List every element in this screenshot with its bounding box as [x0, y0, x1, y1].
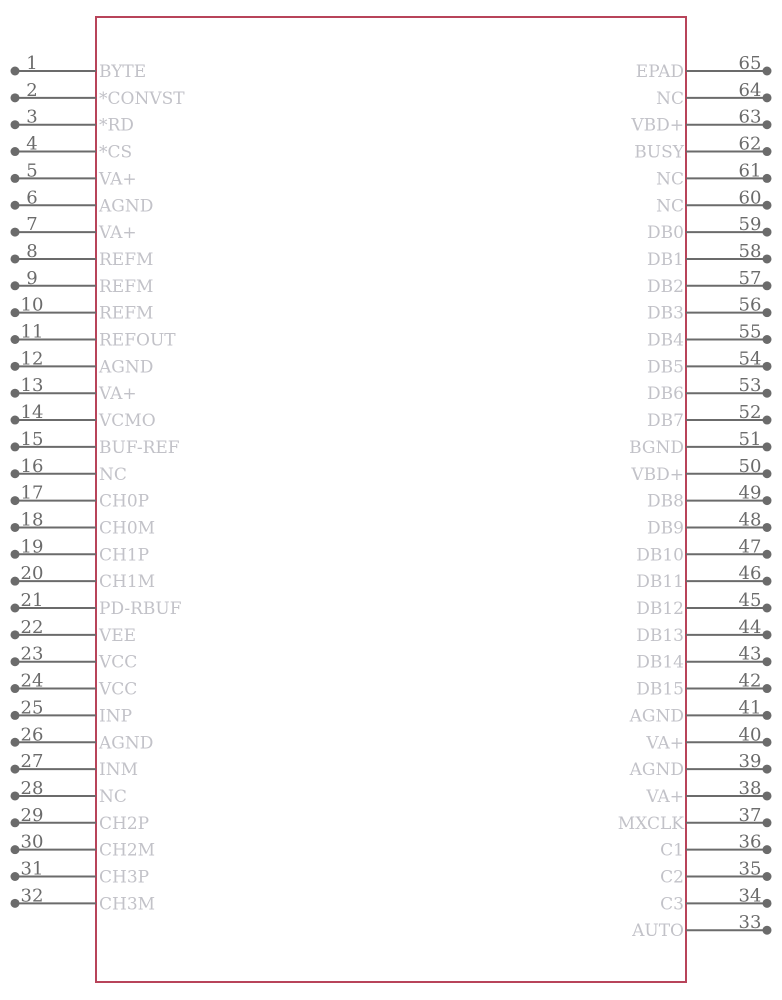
- pin-50: [630, 456, 771, 485]
- pin-36: [660, 832, 771, 861]
- pin-end-dot: [11, 523, 20, 532]
- pin-number: 16: [20, 455, 44, 477]
- pin-number: 26: [20, 724, 44, 746]
- pin-name: *CONVST: [99, 88, 185, 109]
- pin-end-dot: [11, 416, 20, 425]
- pin-end-dot: [11, 550, 20, 559]
- pin-end-dot: [763, 657, 772, 666]
- pin-end-dot: [11, 201, 20, 210]
- pin-name: DB7: [647, 411, 684, 432]
- pin-43: [636, 644, 771, 673]
- pin-name: CH3M: [99, 894, 156, 915]
- pin-name: REFM: [99, 303, 154, 324]
- pin-name: DB0: [647, 223, 684, 244]
- pin-40: [645, 724, 771, 753]
- pin-end-dot: [11, 630, 20, 639]
- pin-52: [647, 402, 771, 431]
- pin-end-dot: [763, 523, 772, 532]
- pin-end-dot: [763, 120, 772, 129]
- pin-number: 36: [738, 831, 762, 853]
- pin-9: [11, 268, 154, 297]
- right-pin-group: [618, 53, 772, 941]
- pin-name: DB3: [647, 303, 684, 324]
- pin-name: REFM: [99, 249, 154, 270]
- pin-end-dot: [763, 791, 772, 800]
- pin-number: 58: [738, 240, 762, 262]
- pin-name: DB4: [647, 330, 684, 351]
- pin-61: [656, 160, 771, 189]
- pin-number: 19: [20, 536, 44, 558]
- pin-number: 7: [26, 214, 38, 236]
- pin-end-dot: [11, 442, 20, 451]
- pin-end-dot: [763, 228, 772, 237]
- pin-7: [11, 214, 137, 243]
- pin-name: VCC: [99, 679, 138, 700]
- pin-end-dot: [763, 711, 772, 720]
- pin-number: 28: [20, 777, 44, 799]
- pin-14: [11, 402, 156, 431]
- pin-24: [11, 671, 138, 700]
- pin-number: 12: [20, 348, 44, 370]
- pin-number: 29: [20, 804, 44, 826]
- pin-end-dot: [11, 67, 20, 76]
- pin-number: 31: [20, 858, 44, 880]
- pin-6: [11, 187, 154, 216]
- pin-name: REFM: [99, 276, 154, 297]
- pin-number: 64: [738, 79, 762, 101]
- pin-name: AGND: [629, 706, 684, 727]
- pin-end-dot: [763, 147, 772, 156]
- pin-end-dot: [11, 791, 20, 800]
- pin-12: [11, 348, 154, 377]
- pin-31: [11, 859, 150, 888]
- pin-end-dot: [11, 174, 20, 183]
- pin-49: [647, 483, 771, 512]
- pin-end-dot: [11, 228, 20, 237]
- pin-end-dot: [11, 738, 20, 747]
- pin-name: VBD+: [631, 464, 684, 485]
- pin-number: 22: [20, 616, 44, 638]
- pin-number: 46: [738, 563, 762, 585]
- pin-name: *CS: [99, 142, 133, 163]
- pin-end-dot: [11, 335, 20, 344]
- pin-name: VCMO: [99, 411, 156, 432]
- pin-name: REFOUT: [99, 330, 176, 351]
- pin-number: 49: [738, 482, 762, 504]
- pin-number: 24: [20, 670, 44, 692]
- pin-name: AUTO: [632, 921, 684, 942]
- pin-end-dot: [11, 469, 20, 478]
- pin-4: [11, 134, 133, 163]
- pin-end-dot: [763, 67, 772, 76]
- pin-name: NC: [99, 464, 127, 485]
- pin-name: DB9: [647, 518, 684, 539]
- pin-end-dot: [11, 281, 20, 290]
- pin-name: DB12: [636, 599, 684, 619]
- pin-name: DB1: [647, 249, 684, 270]
- pin-number: 56: [738, 294, 762, 316]
- pin-46: [636, 563, 771, 592]
- pin-name: VA+: [646, 786, 684, 807]
- pin-number: 35: [738, 858, 762, 880]
- pin-name: INM: [99, 760, 138, 781]
- pin-number: 21: [20, 590, 44, 611]
- pin-58: [647, 241, 771, 270]
- pin-number: 60: [738, 187, 762, 209]
- pin-number: 41: [738, 697, 762, 719]
- pin-name: VA+: [99, 223, 137, 244]
- pin-name: NC: [656, 88, 684, 109]
- pin-name: CH3P: [99, 867, 150, 888]
- pin-42: [636, 671, 771, 700]
- pin-number: 32: [20, 885, 44, 907]
- pin-end-dot: [763, 281, 772, 290]
- pin-end-dot: [763, 684, 772, 693]
- pin-number: 20: [20, 563, 44, 585]
- pin-34: [660, 885, 771, 914]
- pin-name: VEE: [99, 625, 137, 646]
- pin-38: [645, 778, 771, 807]
- pin-name: DB15: [636, 679, 684, 700]
- pin-17: [11, 483, 150, 512]
- pin-number: 42: [738, 670, 762, 692]
- pin-number: 17: [20, 482, 44, 504]
- pin-5: [11, 160, 137, 189]
- pin-name: NC: [99, 786, 127, 807]
- pin-16: [11, 456, 127, 485]
- pin-number: 57: [738, 267, 762, 289]
- pin-60: [656, 187, 771, 216]
- ic-body-outline: [96, 17, 686, 982]
- pin-25: [11, 697, 133, 726]
- pin-name: AGND: [99, 196, 154, 217]
- pin-name: AGND: [629, 760, 684, 781]
- pin-number: 51: [738, 428, 762, 450]
- pin-end-dot: [11, 711, 20, 720]
- pin-name: DB10: [636, 545, 684, 566]
- pin-end-dot: [763, 174, 772, 183]
- pin-number: 55: [738, 321, 762, 343]
- pin-name: DB13: [636, 625, 684, 646]
- pin-end-dot: [763, 604, 772, 613]
- pin-end-dot: [11, 604, 20, 613]
- pin-37: [618, 805, 772, 834]
- pin-51: [629, 429, 771, 458]
- pin-45: [636, 590, 771, 619]
- pin-number: 38: [738, 777, 762, 799]
- pin-number: 34: [738, 885, 762, 907]
- pin-19: [11, 536, 150, 565]
- pin-number: 23: [20, 643, 44, 665]
- pin-number: 39: [738, 751, 762, 773]
- pin-name: CH1P: [99, 545, 150, 566]
- pin-name: VA+: [646, 733, 684, 754]
- pin-30: [11, 832, 156, 861]
- pin-name: VA+: [99, 169, 137, 190]
- pin-name: INP: [99, 706, 133, 727]
- pin-number: 2: [26, 79, 38, 101]
- pin-33: [631, 912, 771, 941]
- pin-name: AGND: [99, 357, 154, 378]
- pin-end-dot: [763, 201, 772, 210]
- pin-number: 13: [20, 375, 44, 397]
- pin-number: 33: [738, 912, 762, 934]
- pin-name: NC: [656, 169, 684, 190]
- pin-name: VBD+: [631, 115, 684, 136]
- pin-47: [636, 536, 771, 565]
- pin-end-dot: [763, 442, 772, 451]
- pin-1: [11, 53, 147, 82]
- pin-number: 11: [20, 321, 44, 343]
- pin-number: 4: [26, 133, 38, 155]
- pin-number: 61: [738, 160, 762, 182]
- pin-39: [629, 751, 772, 780]
- pin-end-dot: [763, 550, 772, 559]
- pin-number: 48: [738, 509, 762, 531]
- pin-name: VA+: [99, 384, 137, 405]
- pin-name: BYTE: [99, 62, 147, 82]
- pin-number: 43: [738, 643, 762, 665]
- pin-28: [11, 778, 127, 807]
- pin-end-dot: [11, 765, 20, 774]
- pin-number: 54: [738, 348, 762, 370]
- pin-35: [660, 859, 771, 888]
- pin-name: PD-RBUF: [99, 599, 182, 619]
- pin-end-dot: [763, 818, 772, 827]
- left-pin-group: [11, 53, 186, 914]
- pin-name: BUF-REF: [99, 437, 180, 458]
- pin-name: CH2P: [99, 813, 150, 834]
- pin-number: 15: [20, 428, 44, 450]
- pin-end-dot: [11, 254, 20, 263]
- pin-end-dot: [763, 630, 772, 639]
- pin-number: 1: [26, 53, 38, 74]
- pin-name: VCC: [99, 652, 138, 673]
- pin-name: *RD: [99, 115, 134, 136]
- pin-end-dot: [11, 362, 20, 371]
- pin-10: [11, 295, 154, 324]
- pin-number: 63: [738, 106, 762, 128]
- pin-number: 62: [738, 133, 762, 155]
- pin-2: [11, 80, 186, 109]
- pin-end-dot: [763, 926, 772, 935]
- pin-end-dot: [763, 308, 772, 317]
- pin-number: 8: [26, 240, 38, 262]
- pin-number: 3: [26, 106, 38, 128]
- pin-57: [647, 268, 771, 297]
- pin-name: NC: [656, 196, 684, 217]
- pin-8: [11, 241, 154, 270]
- pin-number: 45: [738, 590, 762, 611]
- pin-27: [11, 751, 139, 780]
- pin-end-dot: [11, 818, 20, 827]
- pin-59: [647, 214, 771, 243]
- pin-number: 9: [26, 267, 38, 289]
- pin-number: 59: [738, 214, 762, 236]
- pin-end-dot: [763, 496, 772, 505]
- pin-end-dot: [763, 335, 772, 344]
- pin-name: EPAD: [635, 62, 684, 82]
- pin-number: 53: [738, 375, 762, 397]
- pin-end-dot: [763, 577, 772, 586]
- pin-number: 10: [20, 294, 44, 316]
- pin-end-dot: [763, 416, 772, 425]
- pin-end-dot: [11, 120, 20, 129]
- pin-name: DB11: [636, 572, 684, 593]
- pin-name: BUSY: [634, 142, 684, 163]
- pin-64: [656, 80, 771, 109]
- pin-26: [11, 724, 154, 753]
- pin-end-dot: [763, 254, 772, 263]
- pin-48: [647, 509, 771, 538]
- pin-name: C1: [660, 840, 684, 861]
- pin-56: [647, 295, 771, 324]
- pin-name: CH0M: [99, 518, 156, 539]
- pin-name: CH0P: [99, 491, 150, 512]
- pin-number: 50: [738, 455, 762, 477]
- pin-end-dot: [11, 147, 20, 156]
- pin-number: 25: [20, 697, 44, 719]
- pin-end-dot: [763, 872, 772, 881]
- pin-end-dot: [11, 684, 20, 693]
- pin-55: [647, 322, 771, 351]
- pin-62: [634, 134, 771, 163]
- pin-end-dot: [763, 93, 772, 102]
- pin-name: DB5: [647, 357, 684, 378]
- pin-number: 47: [738, 536, 762, 558]
- pin-end-dot: [11, 577, 20, 586]
- pin-end-dot: [763, 738, 772, 747]
- pin-end-dot: [763, 899, 772, 908]
- pin-end-dot: [11, 389, 20, 398]
- pin-end-dot: [11, 657, 20, 666]
- pin-23: [11, 644, 138, 673]
- pin-29: [11, 805, 150, 834]
- pin-name: DB6: [647, 384, 684, 405]
- pin-end-dot: [11, 308, 20, 317]
- pin-name: C2: [660, 867, 684, 888]
- pin-11: [11, 322, 177, 351]
- pin-number: 44: [738, 616, 762, 638]
- pin-18: [11, 509, 156, 538]
- pin-name: DB8: [647, 491, 684, 512]
- pin-end-dot: [11, 93, 20, 102]
- pin-number: 65: [738, 53, 762, 74]
- pin-20: [11, 563, 156, 592]
- pin-end-dot: [763, 362, 772, 371]
- pin-13: [11, 375, 137, 404]
- pin-number: 27: [20, 751, 44, 773]
- pin-number: 37: [738, 804, 762, 826]
- pin-65: [636, 53, 772, 82]
- pin-32: [11, 885, 156, 914]
- pin-63: [630, 107, 771, 136]
- pin-name: BGND: [629, 437, 684, 458]
- pin-44: [636, 617, 771, 646]
- pin-name: DB2: [647, 276, 684, 297]
- pin-number: 40: [738, 724, 762, 746]
- pin-22: [11, 617, 137, 646]
- pin-3: [11, 107, 134, 136]
- pin-53: [647, 375, 771, 404]
- pin-number: 30: [20, 831, 44, 853]
- pin-number: 52: [738, 402, 762, 424]
- pin-end-dot: [11, 872, 20, 881]
- pin-end-dot: [763, 765, 772, 774]
- pin-end-dot: [11, 496, 20, 505]
- pin-end-dot: [763, 469, 772, 478]
- pin-number: 18: [20, 509, 44, 531]
- pin-number: 6: [26, 187, 38, 209]
- pin-name: CH2M: [99, 840, 156, 861]
- pin-end-dot: [11, 845, 20, 854]
- pin-name: C3: [660, 894, 684, 915]
- pin-number: 14: [20, 402, 44, 424]
- pin-name: DB14: [636, 652, 684, 673]
- pin-number: 5: [26, 160, 38, 182]
- pin-name: AGND: [99, 733, 154, 754]
- pin-54: [647, 348, 771, 377]
- pin-41: [629, 697, 772, 726]
- pin-name: MXCLK: [617, 813, 684, 834]
- pin-end-dot: [11, 899, 20, 908]
- pin-end-dot: [763, 389, 772, 398]
- pin-end-dot: [763, 845, 772, 854]
- pin-name: CH1M: [99, 572, 156, 593]
